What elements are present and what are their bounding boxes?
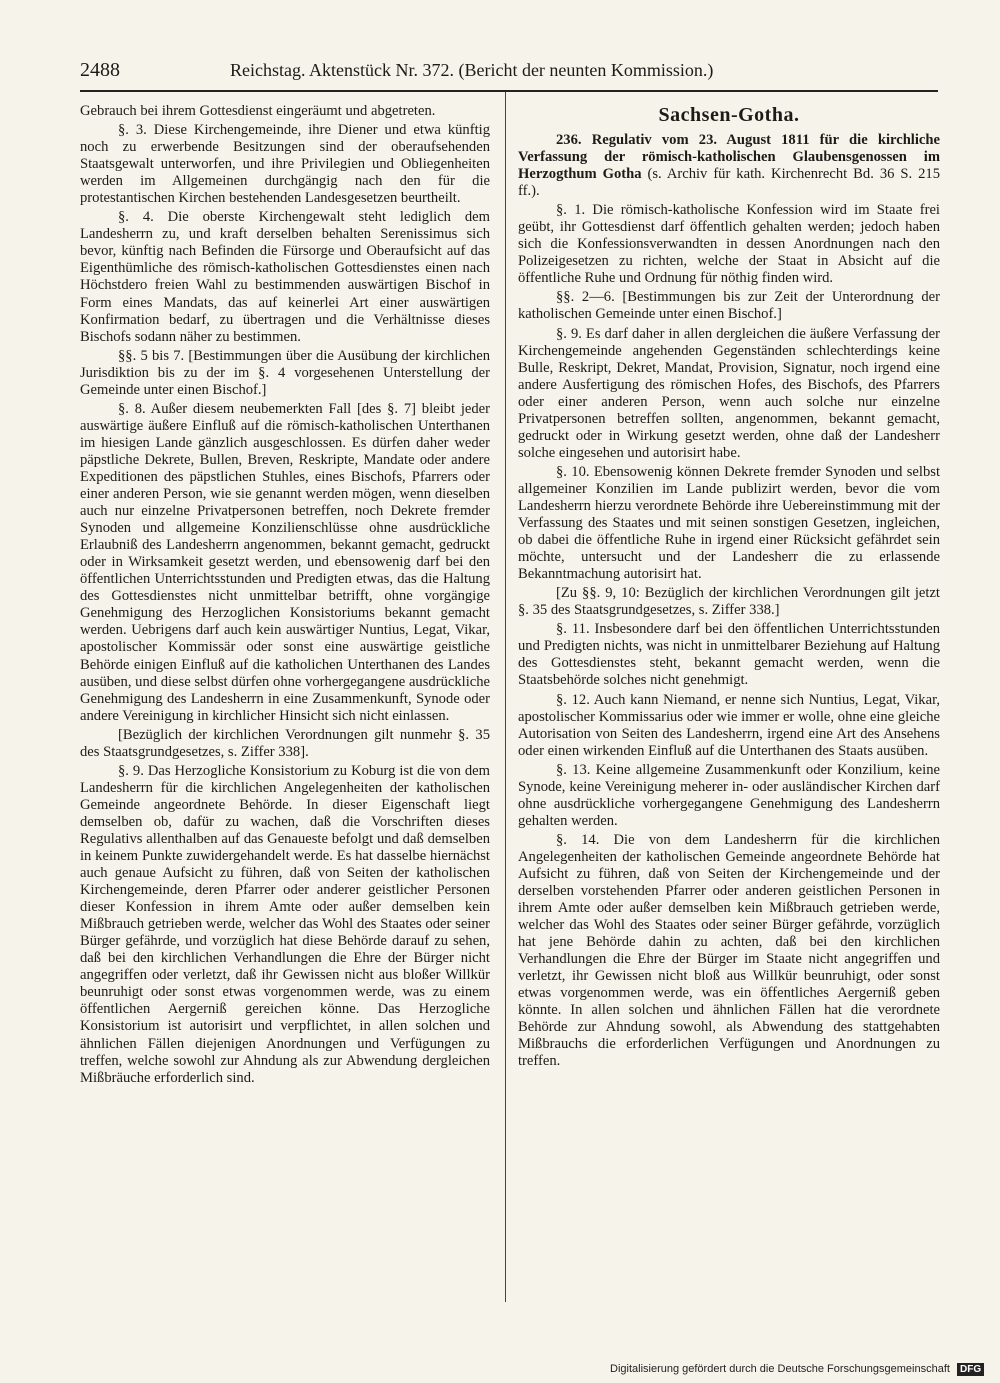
paragraph: §. 13. Keine allgemeine Zusammenkunft oder Konzilium, keine Synode, keine Vereinigung meherer in- oder ausländischer Kirchen darf ohne ausdrückliche vorhergegangene Genehmigung des Landesherrn gehalten werden. bbox=[518, 761, 940, 829]
column-divider bbox=[505, 92, 506, 1302]
dfg-logo: DFG bbox=[957, 1363, 984, 1376]
paragraph: §§. 2—6. [Bestimmungen bis zur Zeit der Unterordnung der katholischen Gemeinde unter einen Bischof.] bbox=[518, 289, 940, 323]
entry-number: 236. bbox=[556, 132, 582, 148]
paragraph: §. 4. Die oberste Kirchengewalt steht lediglich dem Landesherrn zu, und kraft derselben behalten Serenissimus sich bevor, künftig nach Befinden die Fürsorge und Oberaufsicht auf das Eigenthümliche des römisch-katholischen Gottesdienstes einen nach Höchstdero freien Wahl zu bestimmenden auswärtigen Bischof in Form eines Mandats, das auf keinerlei Art einer auswärtigen Konfirmation bedarf, zu übertragen und die Verhältnisse dieses Bischofs sodann näher zu bestimmen. bbox=[80, 209, 490, 345]
paragraph: §. 10. Ebensowenig können Dekrete fremder Synoden und selbst allgemeiner Konzilien im Lande publizirt werden, bevor die vom Landesherrn hierzu verordnete Behörde ihre Uebereinstimmung mit der Verfassung des Staates und mit seinen sonstigen Gesetzen, ingleichen, ob dabei die öffentliche Ruhe in irgend einer Rücksicht gefährdet sein möchte, untersucht und der Landesherr die zu erlassende Bekanntmachung autorisirt hat. bbox=[518, 463, 940, 583]
paragraph: §. 11. Insbesondere darf bei den öffentlichen Unterrichtsstunden und Predigten nichts, was nicht in unmittelbarer Beziehung auf Haltung des Gottesdienstes steht, bekannt gemacht werden, wenn die Staatsbehörde solches nicht genehmigt. bbox=[518, 621, 940, 689]
right-column bbox=[518, 103, 940, 1071]
paragraph: §. 9. Das Herzogliche Konsistorium zu Koburg ist die von dem Landesherrn für die kirchlichen Angelegenheiten der katholischen Gemeinde angeordnete Behörde. In dieser Eigenschaft liegt demselben ob, dafür zu wachen, daß die Vorschriften dieses Regulativs allenthalben auf das Genaueste befolgt und daß demselben in keinem Punkte zuwidergehandelt werde. Es hat dasselbe hiernächst auch genaue Aufsicht zu führen, daß von Seiten der katholischen Kirchengemeinde, deren Pfarrer oder anderer geistlicher Personen dieser Konfession in ihrem Amte oder außer demselben kein Mißbrauch getrieben werde, welcher das Wohl des Staates oder seiner Bürger gefährde, und vorzüglich hat diese Behörde darauf zu sehen, daß bei den kirchlichen Verhandlungen die Ehre der Bürger nicht angegriffen oder verletzt, daß ihr Gewissen nicht aus bloßer Willkür beunruhigt oder sonst etwas vorgenommen werde, was zu einem öffentlichen Aergerniß gereichen könne. Das Herzogliche Konsistorium ist autorisirt und verpflichtet, in allen solchen und ähnlichen Fällen diejenigen Anordnungen und Verfügungen zu treffen, welche sowohl zur Ahndung als zur Abwendung dergleichen Mißbräuche erforderlich sind. bbox=[80, 762, 490, 1086]
paragraph: §. 12. Auch kann Niemand, er nenne sich Nuntius, Legat, Vikar, apostolischer Kommissarius oder wie immer er wolle, ohne eine gleiche Autorisation von Seiten des Landesherrn, irgend eine Art des Ansehens oder einen wirkenden Einfluß auf die Unterthanen des Staats ausüben. bbox=[518, 691, 940, 759]
page-number: 2488 bbox=[80, 59, 120, 81]
footer-text: Digitalisierung gefördert durch die Deutsche Forschungsgemeinschaft bbox=[610, 1363, 950, 1375]
paragraph: §. 9. Es darf daher in allen dergleichen die äußere Verfassung der Kirchengemeinde angehenden Gegenständen schlechterdings keine Bulle, Reskript, Dekret, Mandat, Provision, Signatur, noch irgend eine andere Ausfertigung des römischen Hofes, des Bischofs, des Pfarrers oder einer anderen Person, wenn auch solche nur einzelne Privatpersonen betreffen sollten, angenommen, bekannt gemacht, gedruckt oder in Wirkung gesetzt werden, ohne daß der Landesherr solche eingesehen und autorisirt habe. bbox=[518, 325, 940, 461]
paragraph: §§. 5 bis 7. [Bestimmungen über die Ausübung der kirchlichen Jurisdiktion bis zu der im §. 4 vorgesehenen Unterstellung der Gemeinde unter einen Bischof.] bbox=[80, 347, 490, 398]
paragraph: §. 14. Die von dem Landesherrn für die kirchlichen Angelegenheiten der katholischen Gemeinde angeordnete Behörde hat Aufsicht zu führen, daß von Seiten der Kirchengemeinde und der derselben vorstehenden Pfarrer oder anderen geistlichen Personen in ihrem Amte oder außer demselben kein Mißbrauch getrieben werde, welcher das Wohl des Staates oder seiner Bürger gefährde, vorzüglich hat jene Behörde dahin zu achten, daß bei den kirchlichen Verhandlungen die Ehre der Bürger im Staate nicht angegriffen und verletzt, ihr Gewissen nicht bloß aus Willkür beunruhigt, oder sonst etwas vorgenommen werde, was ein öffentliches Aergerniß geben könnte. In allen solchen und ähnlichen Fällen hat die verordnete Behörde zur Ahndung sowohl, als Abwendung des stattgehabten Mißbrauchs die erforderlichen Verfügungen und Anordnungen zu treffen. bbox=[518, 831, 940, 1070]
page-header bbox=[80, 58, 938, 88]
entry-title: Regulativ vom 23. August 1811 für die kirchliche Verfassung der römisch-katholischen Glaubensgenossen im Herzogthum Gotha bbox=[518, 132, 940, 183]
paragraph: §. 3. Diese Kirchengemeinde, ihre Diener und etwa künftig noch zu erwerbende Besitzungen sind der oberaufsehenden Staatsgewalt unterworfen, und ihre Privilegien und Obliegenheiten werden im Allgemeinen durchgängig nach den für die protestantischen Kirchen bestehenden Landesgesetzen beurtheilt. bbox=[80, 122, 490, 207]
section-title: Sachsen-Gotha. bbox=[658, 104, 800, 126]
paragraph: §. 1. Die römisch-katholische Konfession wird im Staate frei geübt, ihr Gottesdienst darf öffentlich gehalten werden; jedoch haben sich die Konfessionsverwandten in dessen Anordnungen nach den Polizeigesetzen zu richten, welche der Staat in Absicht auf die öffentliche Ruhe und Ordnung für nöthig finden wird. bbox=[518, 202, 940, 287]
paragraph: Gebrauch bei ihrem Gottesdienst eingeräumt und abgetreten. bbox=[80, 103, 436, 119]
paragraph: [Bezüglich der kirchlichen Verordnungen gilt nunmehr §. 35 des Staatsgrundgesetzes, s. Ziffer 338]. bbox=[80, 726, 490, 760]
running-head: Reichstag. Aktenstück Nr. 372. (Bericht der neunten Kommission.) bbox=[230, 60, 714, 80]
header-rule bbox=[80, 90, 938, 92]
footer-credit bbox=[610, 1363, 984, 1376]
entry-heading bbox=[518, 132, 940, 200]
paragraph: §. 8. Außer diesem neubemerkten Fall [des §. 7] bleibt jeder auswärtige äußere Einfluß auf die römisch-katholischen Unterthanen im hiesigen Lande gänzlich ausgeschlossen. Es dürfen daher weder päpstliche Dekrete, Bullen, Breven, Reskripte, Mandate oder andere Expeditionen des päpstlichen Stuhles, eines Bischofs, Pfarrers oder einer anderen Person, wie sie genannt werden mögen, wenn dieselben auch nur einzelne Privatpersonen betreffen, noch Dekrete fremder Synoden und allgemeine Konzilienschlüsse ohne ausdrückliche Erlaubniß des Landesherrn angenommen, bekannt gemacht, gedruckt oder in Wirksamkeit gesetzt werden, und ebensowenig darf bei den öffentlichen Unterrichtsstunden und Predigten etwas, das die Haltung des Gottesdienstes nicht unmittelbar betrifft, ohne vorgängige Genehmigung des Herzoglichen Konsistoriums bekannt gemacht werden. Uebrigens darf auch kein auswärtiger Nuntius, Legat, Vikar, apostolischer Kommissär oder sonst eine auswärtige geistliche Behörde einigen Einfluß auf die katholichen Unterthanen des Landes ausüben, und diese selbst dürfen ohne vorhergegangene ausdrückliche Genehmigung des Landesherrn in eine Zusammenkunft, Synode oder andere Vereinigung in kirchlicher Hinsicht sich nicht einlassen. bbox=[80, 400, 490, 724]
left-column bbox=[80, 103, 490, 1087]
entry-reference: (s. Archiv für kath. Kirchenrecht Bd. 36 S. 215 ff.). bbox=[518, 166, 940, 200]
paragraph: [Zu §§. 9, 10: Bezüglich der kirchlichen Verordnungen gilt jetzt §. 35 des Staatsgrundgesetzes, s. Ziffer 338.] bbox=[518, 585, 940, 619]
